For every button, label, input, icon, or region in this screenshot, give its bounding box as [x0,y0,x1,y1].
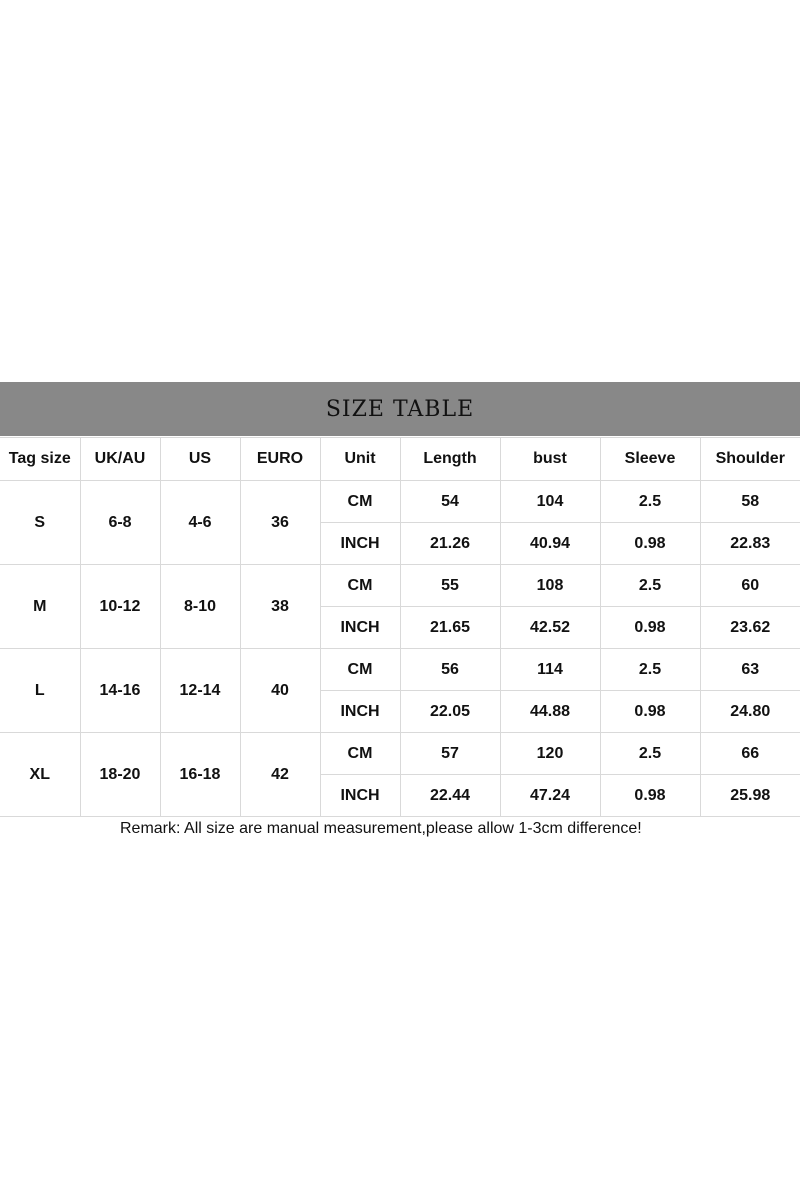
sleeve-cell: 2.5 [600,481,700,523]
length-cell: 22.44 [400,775,500,817]
header-bust: bust [500,438,600,481]
unit-cell: CM [320,649,400,691]
sleeve-cell: 2.5 [600,565,700,607]
euro-cell: 42 [240,733,320,817]
euro-cell: 40 [240,649,320,733]
table-row [0,481,800,523]
shoulder-cell: 22.83 [700,523,800,565]
bust-cell: 108 [500,565,600,607]
header-uk-au: UK/AU [80,438,160,481]
bust-cell: 42.52 [500,607,600,649]
bust-cell: 47.24 [500,775,600,817]
remark-text: Remark: All size are manual measurement,please allow 1-3cm difference! [120,820,642,837]
header-sleeve: Sleeve [600,438,700,481]
shoulder-cell: 23.62 [700,607,800,649]
length-cell: 56 [400,649,500,691]
us-cell: 8-10 [160,565,240,649]
shoulder-cell: 66 [700,733,800,775]
unit-cell: INCH [320,691,400,733]
bust-cell: 44.88 [500,691,600,733]
unit-cell: INCH [320,775,400,817]
header-us: US [160,438,240,481]
euro-cell: 36 [240,481,320,565]
unit-cell: CM [320,565,400,607]
uk-au-cell: 10-12 [80,565,160,649]
shoulder-cell: 63 [700,649,800,691]
length-cell: 55 [400,565,500,607]
header-euro: EURO [240,438,320,481]
sleeve-cell: 0.98 [600,607,700,649]
us-cell: 16-18 [160,733,240,817]
sleeve-cell: 2.5 [600,733,700,775]
table-row [0,565,800,607]
length-cell: 57 [400,733,500,775]
table-row [0,733,800,775]
uk-au-cell: 18-20 [80,733,160,817]
shoulder-cell: 24.80 [700,691,800,733]
unit-cell: INCH [320,523,400,565]
uk-au-cell: 6-8 [80,481,160,565]
tag-size-cell: XL [0,733,80,817]
size-table [0,437,800,817]
unit-cell: CM [320,733,400,775]
bust-cell: 114 [500,649,600,691]
bust-cell: 40.94 [500,523,600,565]
length-cell: 21.65 [400,607,500,649]
unit-cell: INCH [320,607,400,649]
sleeve-cell: 0.98 [600,523,700,565]
bust-cell: 120 [500,733,600,775]
header-tag-size: Tag size [0,438,80,481]
length-cell: 22.05 [400,691,500,733]
sleeve-cell: 0.98 [600,691,700,733]
header-length: Length [400,438,500,481]
shoulder-cell: 60 [700,565,800,607]
header-row [0,438,800,481]
sleeve-cell: 2.5 [600,649,700,691]
header-unit: Unit [320,438,400,481]
length-cell: 21.26 [400,523,500,565]
header-shoulder: Shoulder [700,438,800,481]
tag-size-cell: M [0,565,80,649]
shoulder-cell: 58 [700,481,800,523]
us-cell: 12-14 [160,649,240,733]
size-table-title: SIZE TABLE [325,396,475,422]
size-table-banner [0,382,800,436]
uk-au-cell: 14-16 [80,649,160,733]
shoulder-cell: 25.98 [700,775,800,817]
bust-cell: 104 [500,481,600,523]
us-cell: 4-6 [160,481,240,565]
length-cell: 54 [400,481,500,523]
tag-size-cell: L [0,649,80,733]
euro-cell: 38 [240,565,320,649]
unit-cell: CM [320,481,400,523]
tag-size-cell: S [0,481,80,565]
sleeve-cell: 0.98 [600,775,700,817]
table-row [0,649,800,691]
